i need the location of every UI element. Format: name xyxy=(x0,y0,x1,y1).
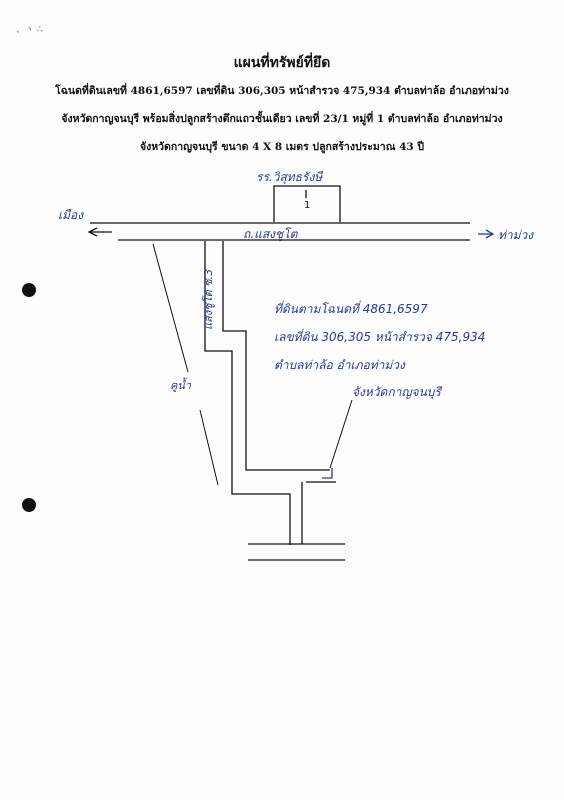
corner-mark: 、ヽ ∴ xyxy=(16,25,43,35)
ditch-line-upper xyxy=(153,244,188,372)
deed-line-1: โฉนดที่ดินเลขที่ 4861,6597 เลขที่ดิน 306,305 หน้าสำรวจ 475,934 ตำบลท่าล้อ อำเภอท่าม่วง xyxy=(55,85,509,97)
ditch-line-lower xyxy=(200,410,218,485)
soi-left-edge xyxy=(205,241,290,545)
ditch-label: คูน้ำ xyxy=(170,379,192,392)
property-note-line-1: ที่ดินตามโฉนดที่ 4861,6597 xyxy=(274,302,428,316)
direction-left-label: เมือง xyxy=(58,208,84,222)
school-number: 1 xyxy=(304,200,311,211)
note-pointer-line xyxy=(330,400,352,468)
direction-right-label: ท่าม่วง xyxy=(498,228,534,242)
deed-line-3: จังหวัดกาญจนบุรี ขนาด 4 X 8 เมตร ปลูกสร้างประมาณ 43 ปี xyxy=(139,141,425,153)
property-note-line-4: จังหวัดกาญจนบุรี xyxy=(352,385,441,399)
property-note-line-3: ตำบลท่าล้อ อำเภอท่าม่วง xyxy=(274,358,405,372)
soi-label: แสงชูโต ซ.3 xyxy=(202,268,215,330)
property-note-line-2: เลขที่ดิน 306,305 หน้าสำรวจ 475,934 xyxy=(274,330,486,344)
school-label: รร.วิสุทธรังษี xyxy=(256,170,323,184)
document-title: แผนที่ทรัพย์ที่ยึด xyxy=(233,55,331,71)
main-road-label: ถ.แสงชูโต xyxy=(243,227,298,241)
deed-line-2: จังหวัดกาญจนบุรี พร้อมสิ่งปลูกสร้างตึกแถวชั้นเดียว เลขที่ 23/1 หมู่ที่ 1 ตำบลท่าล้อ อำเภอท่าม่วง xyxy=(61,113,503,125)
